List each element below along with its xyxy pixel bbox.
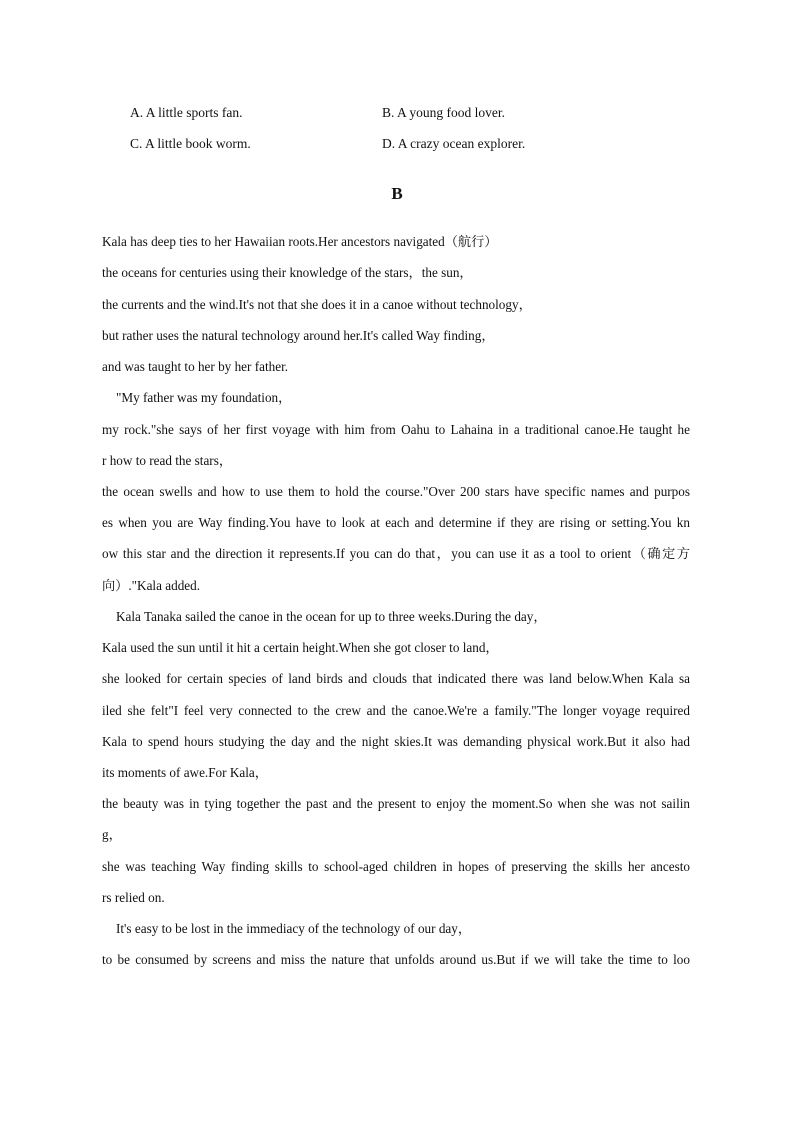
passage-line: Kala used the sun until it hit a certain height.When she got closer to land， <box>102 640 499 655</box>
option-d <box>382 135 525 153</box>
passage-line: ow this star and the direction it represents.If you can do that，you can use it as a tool to orient（确定方 <box>102 546 690 561</box>
option-c <box>130 135 251 153</box>
passage-line: my rock."she says of her first voyage with him from Oahu to Lahaina in a traditional canoe.He taught he <box>102 422 690 437</box>
passage-line: the oceans for centuries using their knowledge of the stars，the sun， <box>102 265 473 280</box>
passage-line: to be consumed by screens and miss the nature that unfolds around us.But if we will take the time to loo <box>102 952 690 967</box>
option-a-text: A little sports fan. <box>145 105 243 120</box>
option-d-text: A crazy ocean explorer. <box>397 136 526 151</box>
passage-line: r how to read the stars， <box>102 453 233 468</box>
passage-line: Kala to spend hours studying the day and the night skies.It was demanding physical work.But it also had <box>102 734 690 749</box>
passage-line: It's easy to be lost in the immediacy of the technology of our day， <box>116 921 472 936</box>
passage-line: and was taught to her by her father. <box>102 359 289 374</box>
passage-line: she was teaching Way finding skills to school-aged children in hopes of preserving the skills her ancesto <box>102 859 690 874</box>
passage-line: the ocean swells and how to use them to hold the course."Over 200 stars have specific names and purpos <box>102 484 690 499</box>
passage-line: she looked for certain species of land birds and clouds that indicated there was land below.When Kala sa <box>102 671 690 686</box>
option-b <box>382 104 505 122</box>
option-c-label: C. <box>130 136 143 151</box>
passage-line: its moments of awe.For Kala， <box>102 765 268 780</box>
passage-line: "My father was my foundation， <box>116 390 292 405</box>
option-d-label: D. <box>382 136 396 151</box>
option-a-label: A. <box>130 105 144 120</box>
passage-line: es when you are Way finding.You have to look at each and determine if they are rising or setting.You kn <box>102 515 690 530</box>
passage-line: g， <box>102 827 122 842</box>
passage-line: rs relied on. <box>102 890 165 905</box>
option-b-text: A young food lover. <box>397 105 506 120</box>
passage-line: Kala has deep ties to her Hawaiian roots.Her ancestors navigated（航行） <box>102 234 498 249</box>
option-b-label: B. <box>382 105 395 120</box>
section-title: B <box>391 184 403 203</box>
passage-line: 向）."Kala added. <box>102 578 201 593</box>
passage-line: Kala Tanaka sailed the canoe in the ocean for up to three weeks.During the day， <box>116 609 547 624</box>
passage-line: but rather uses the natural technology around her.It's called Way finding， <box>102 328 495 343</box>
option-a <box>130 104 243 122</box>
passage-line: iled she felt"I feel very connected to the crew and the canoe.We're a family."The longer voyage required <box>102 703 690 718</box>
passage-line: the currents and the wind.It's not that she does it in a canoe without technology， <box>102 297 532 312</box>
option-c-text: A little book worm. <box>145 136 251 151</box>
passage-line: the beauty was in tying together the past and the present to enjoy the moment.So when she was not sailin <box>102 796 690 811</box>
